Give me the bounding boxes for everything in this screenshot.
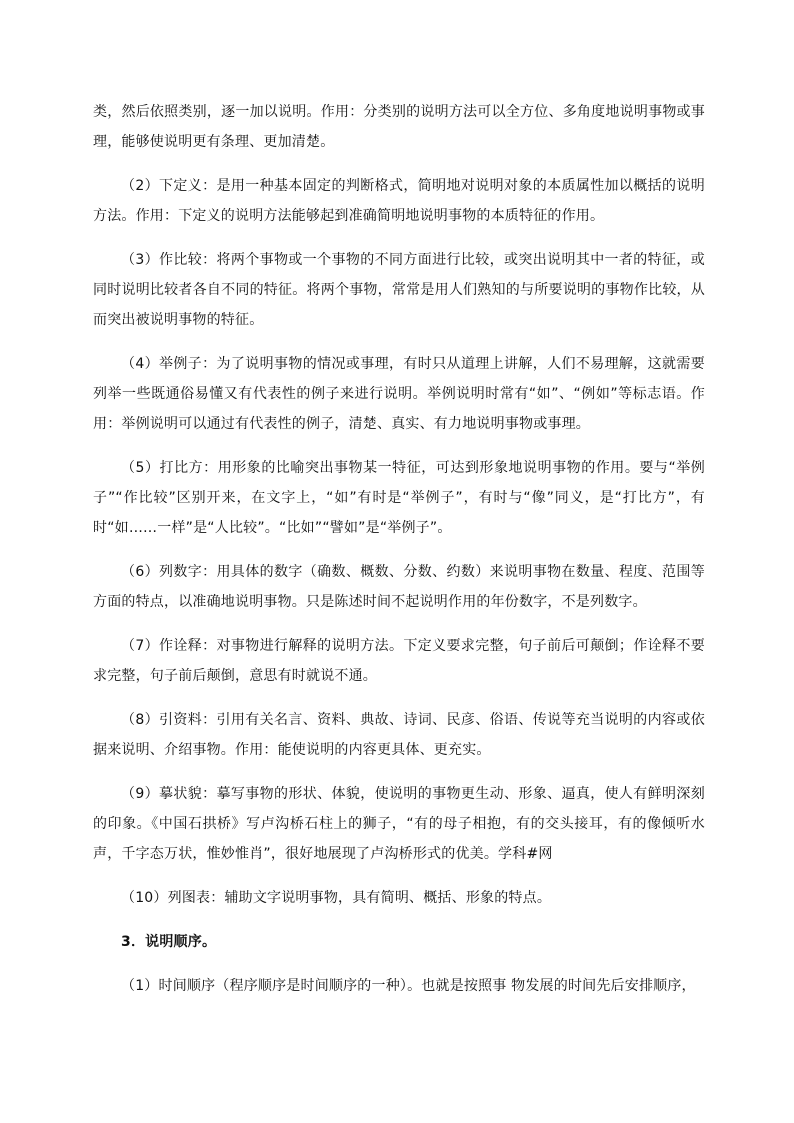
paragraph-definition: （2）下定义：是用一种基本固定的判断格式，简明地对说明对象的本质属性加以概括的说明方法。作用：下定义的说明方法能够起到准确简明地说明事物的本质特征的作用。 bbox=[93, 178, 705, 224]
paragraph-time-order: （1）时间顺序（程序顺序是时间顺序的一种）。也就是按照事 物发展的时间先后安排顺序， bbox=[121, 978, 696, 994]
paragraph-classification-continued: 类，然后依照类别，逐一加以说明。作用：分类别的说明方法可以全方位、多角度地说明事物或事理，能够使说明更有条理、更加清楚。 bbox=[93, 104, 705, 150]
paragraph-metaphor: （5）打比方：用形象的比喻突出事物某一特征，可达到形象地说明事物的作用。要与“举例子”“作比较”区别开来，在文字上，“如”有时是“举例子”，有时与“像”同义，是“打比方”，有时“如……一样”是“人比较”。“比如”“譬如”是“举例子”。 bbox=[93, 460, 705, 536]
paragraph-charts: （10）列图表：辅助文字说明事物，具有简明、概括、形象的特点。 bbox=[121, 890, 552, 906]
paragraph-comparison: （3）作比较：将两个事物或一个事物的不同方面进行比较，或突出说明其中一者的特征，或同时说明比较者各自不同的特征。将两个事物，常常是用人们熟知的与所要说明的事物作比较，从而突出被说明事物的特征。 bbox=[93, 252, 705, 328]
paragraph-citation: （8）引资料：引用有关名言、资料、典故、诗词、民彦、俗语、传说等充当说明的内容或依据来说明、介绍事物。作用：能使说明的内容更具体、更充实。 bbox=[93, 712, 705, 758]
paragraph-examples: （4）举例子：为了说明事物的情况或事理，有时只从道理上讲解，人们不易理解，这就需要列举一些既通俗易懂又有代表性的例子来进行说明。举例说明时常有“如”、“例如”等标志语。作用：举例说明可以通过有代表性的例子，清楚、真实、有力地说明事物或事理。 bbox=[93, 356, 705, 432]
paragraph-explanation: （7）作诠释：对事物进行解释的说明方法。下定义要求完整，句子前后可颠倒；作诠释不要求完整，句子前后颠倒，意思有时就说不通。 bbox=[93, 638, 705, 684]
paragraph-numbers: （6）列数字：用具体的数字（确数、概数、分数、约数）来说明事物在数量、程度、范围等方面的特点，以准确地说明事物。只是陈述时间不起说明作用的年份数字，不是列数字。 bbox=[93, 564, 705, 610]
paragraph-description: （9）摹状貌：摹写事物的形状、体貌，使说明的事物更生动、形象、逼真，使人有鲜明深刻的印象。《中国石拱桥》写卢沟桥石柱上的狮子，“有的母子相抱，有的交头接耳，有的像倾听水声，千字态万状，惟妙惟肖”，很好地展现了卢沟桥形式的优美。学科#网 bbox=[93, 786, 705, 862]
document-body bbox=[93, 97, 705, 1015]
section-heading-order: 3．说明顺序。 bbox=[121, 934, 217, 950]
